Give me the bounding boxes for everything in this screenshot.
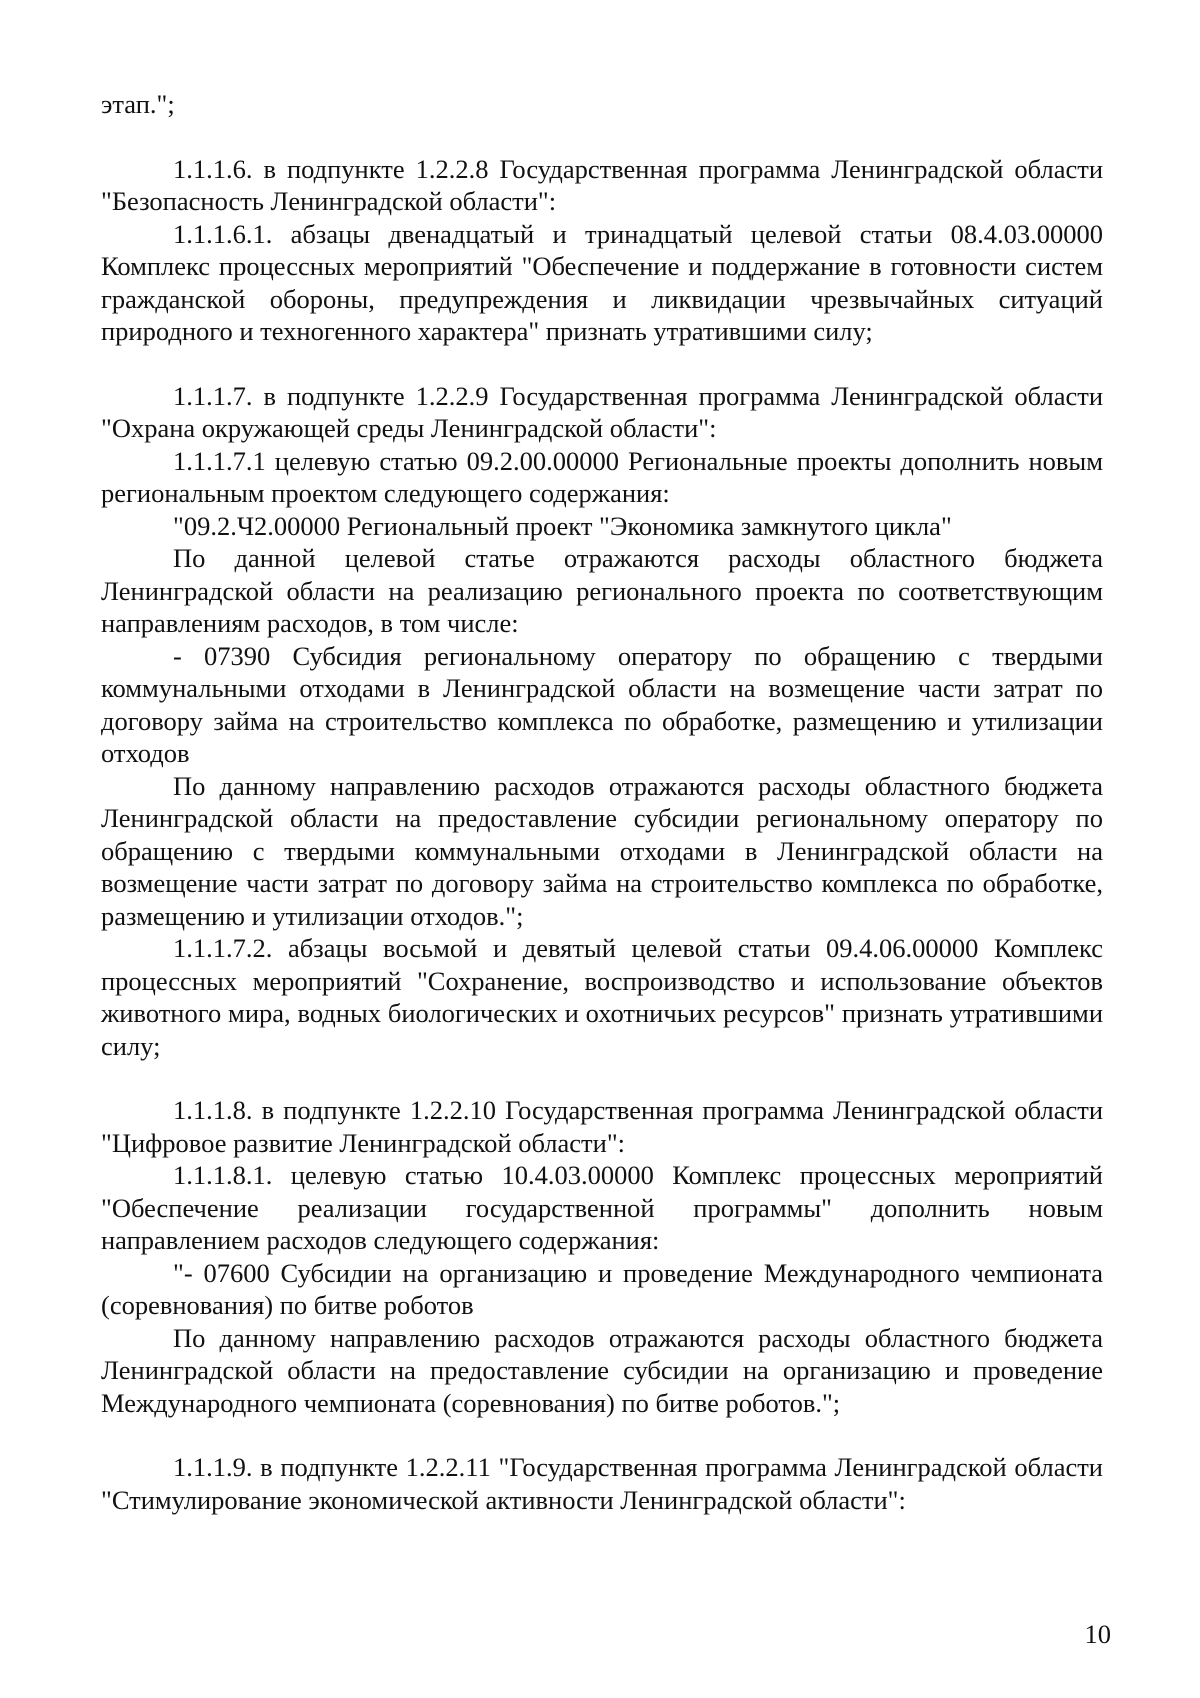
document-body <box>101 88 1103 1516</box>
paragraph-item-1-1-1-6-1: 1.1.1.6.1. абзацы двенадцатый и тринадцатый целевой статьи 08.4.03.00000 Комплекс процессных мероприятий "Обеспечение и поддержание в готовности систем гражданской обороны, предупреждения и ликвидации чрезвычайных ситуаций природного и техногенного характера" признать утратившими силу; <box>101 218 1103 346</box>
paragraph-item-1-1-1-7-2: 1.1.1.7.2. абзацы восьмой и девятый целевой статьи 09.4.06.00000 Комплекс процессных мероприятий "Сохранение, воспроизводство и использование объектов животного мира, водных биологических и охотничьих ресурсов" признать утратившими силу; <box>101 933 1103 1061</box>
paragraph-item-1-1-1-6: 1.1.1.6. в подпункте 1.2.2.8 Государственная программа Ленинградской области "Безопасность Ленинградской области": <box>101 153 1103 216</box>
paragraph-expense-direction-07600-description: По данному направлению расходов отражаются расходы областного бюджета Ленинградской области на предоставление субсидии на организацию и проведение Международного чемпионата (соревнования) по битве роботов."; <box>101 1322 1103 1418</box>
page-number: 10 <box>1084 1619 1111 1649</box>
paragraph-item-1-1-1-7: 1.1.1.7. в подпункте 1.2.2.9 Государственная программа Ленинградской области "Охрана окружающей среды Ленинградской области": <box>101 380 1103 443</box>
paragraph-regional-project-description: По данной целевой статье отражаются расходы областного бюджета Ленинградской области на реализацию регионального проекта по соответствующим направлениям расходов, в том числе: <box>101 543 1103 638</box>
paragraph-gap <box>101 348 1103 380</box>
paragraph-regional-project-title: "09.2.Ч2.00000 Региональный проект "Экономика замкнутого цикла" <box>173 510 952 541</box>
paragraph-item-1-1-1-8: 1.1.1.8. в подпункте 1.2.2.10 Государственная программа Ленинградской области "Цифровое развитие Ленинградской области": <box>101 1095 1103 1158</box>
paragraph-expense-direction-07390-description: По данному направлению расходов отражаются расходы областного бюджета Ленинградской области на предоставление субсидии региональному оператору по обращению с твердыми коммунальными отходами в Ленинградской области на возмещение части затрат по договору займа на строительство комплекса по обработке, размещению и утилизации отходов."; <box>101 770 1103 931</box>
paragraph-item-1-1-1-8-1: 1.1.1.8.1. целевую статью 10.4.03.00000 Комплекс процессных мероприятий "Обеспечение реализации государственной программы" дополнить новым направлением расходов следующего содержания: <box>101 1160 1103 1255</box>
paragraph-gap <box>101 1419 1103 1451</box>
paragraph-item-1-1-1-9: 1.1.1.9. в подпункте 1.2.2.11 "Государственная программа Ленинградской области "Стимулирование экономической активности Ленинградской области": <box>101 1452 1103 1515</box>
paragraph-expense-direction-07600: "- 07600 Субсидии на организацию и проведение Международного чемпионата (соревнования) по битве роботов <box>101 1257 1103 1320</box>
paragraph-gap <box>101 1062 1103 1094</box>
paragraph-gap <box>101 121 1103 153</box>
paragraph-continuation: этап."; <box>101 89 175 119</box>
paragraph-expense-direction-07390: - 07390 Субсидия региональному оператору по обращению с твердыми коммунальными отходами в Ленинградской области на возмещение части затрат по договору займа на строительство комплекса по обработке, размещению и утилизации отходов <box>101 640 1103 768</box>
paragraph-item-1-1-1-7-1: 1.1.1.7.1 целевую статью 09.2.00.00000 Региональные проекты дополнить новым региональным проектом следующего содержания: <box>101 445 1103 508</box>
